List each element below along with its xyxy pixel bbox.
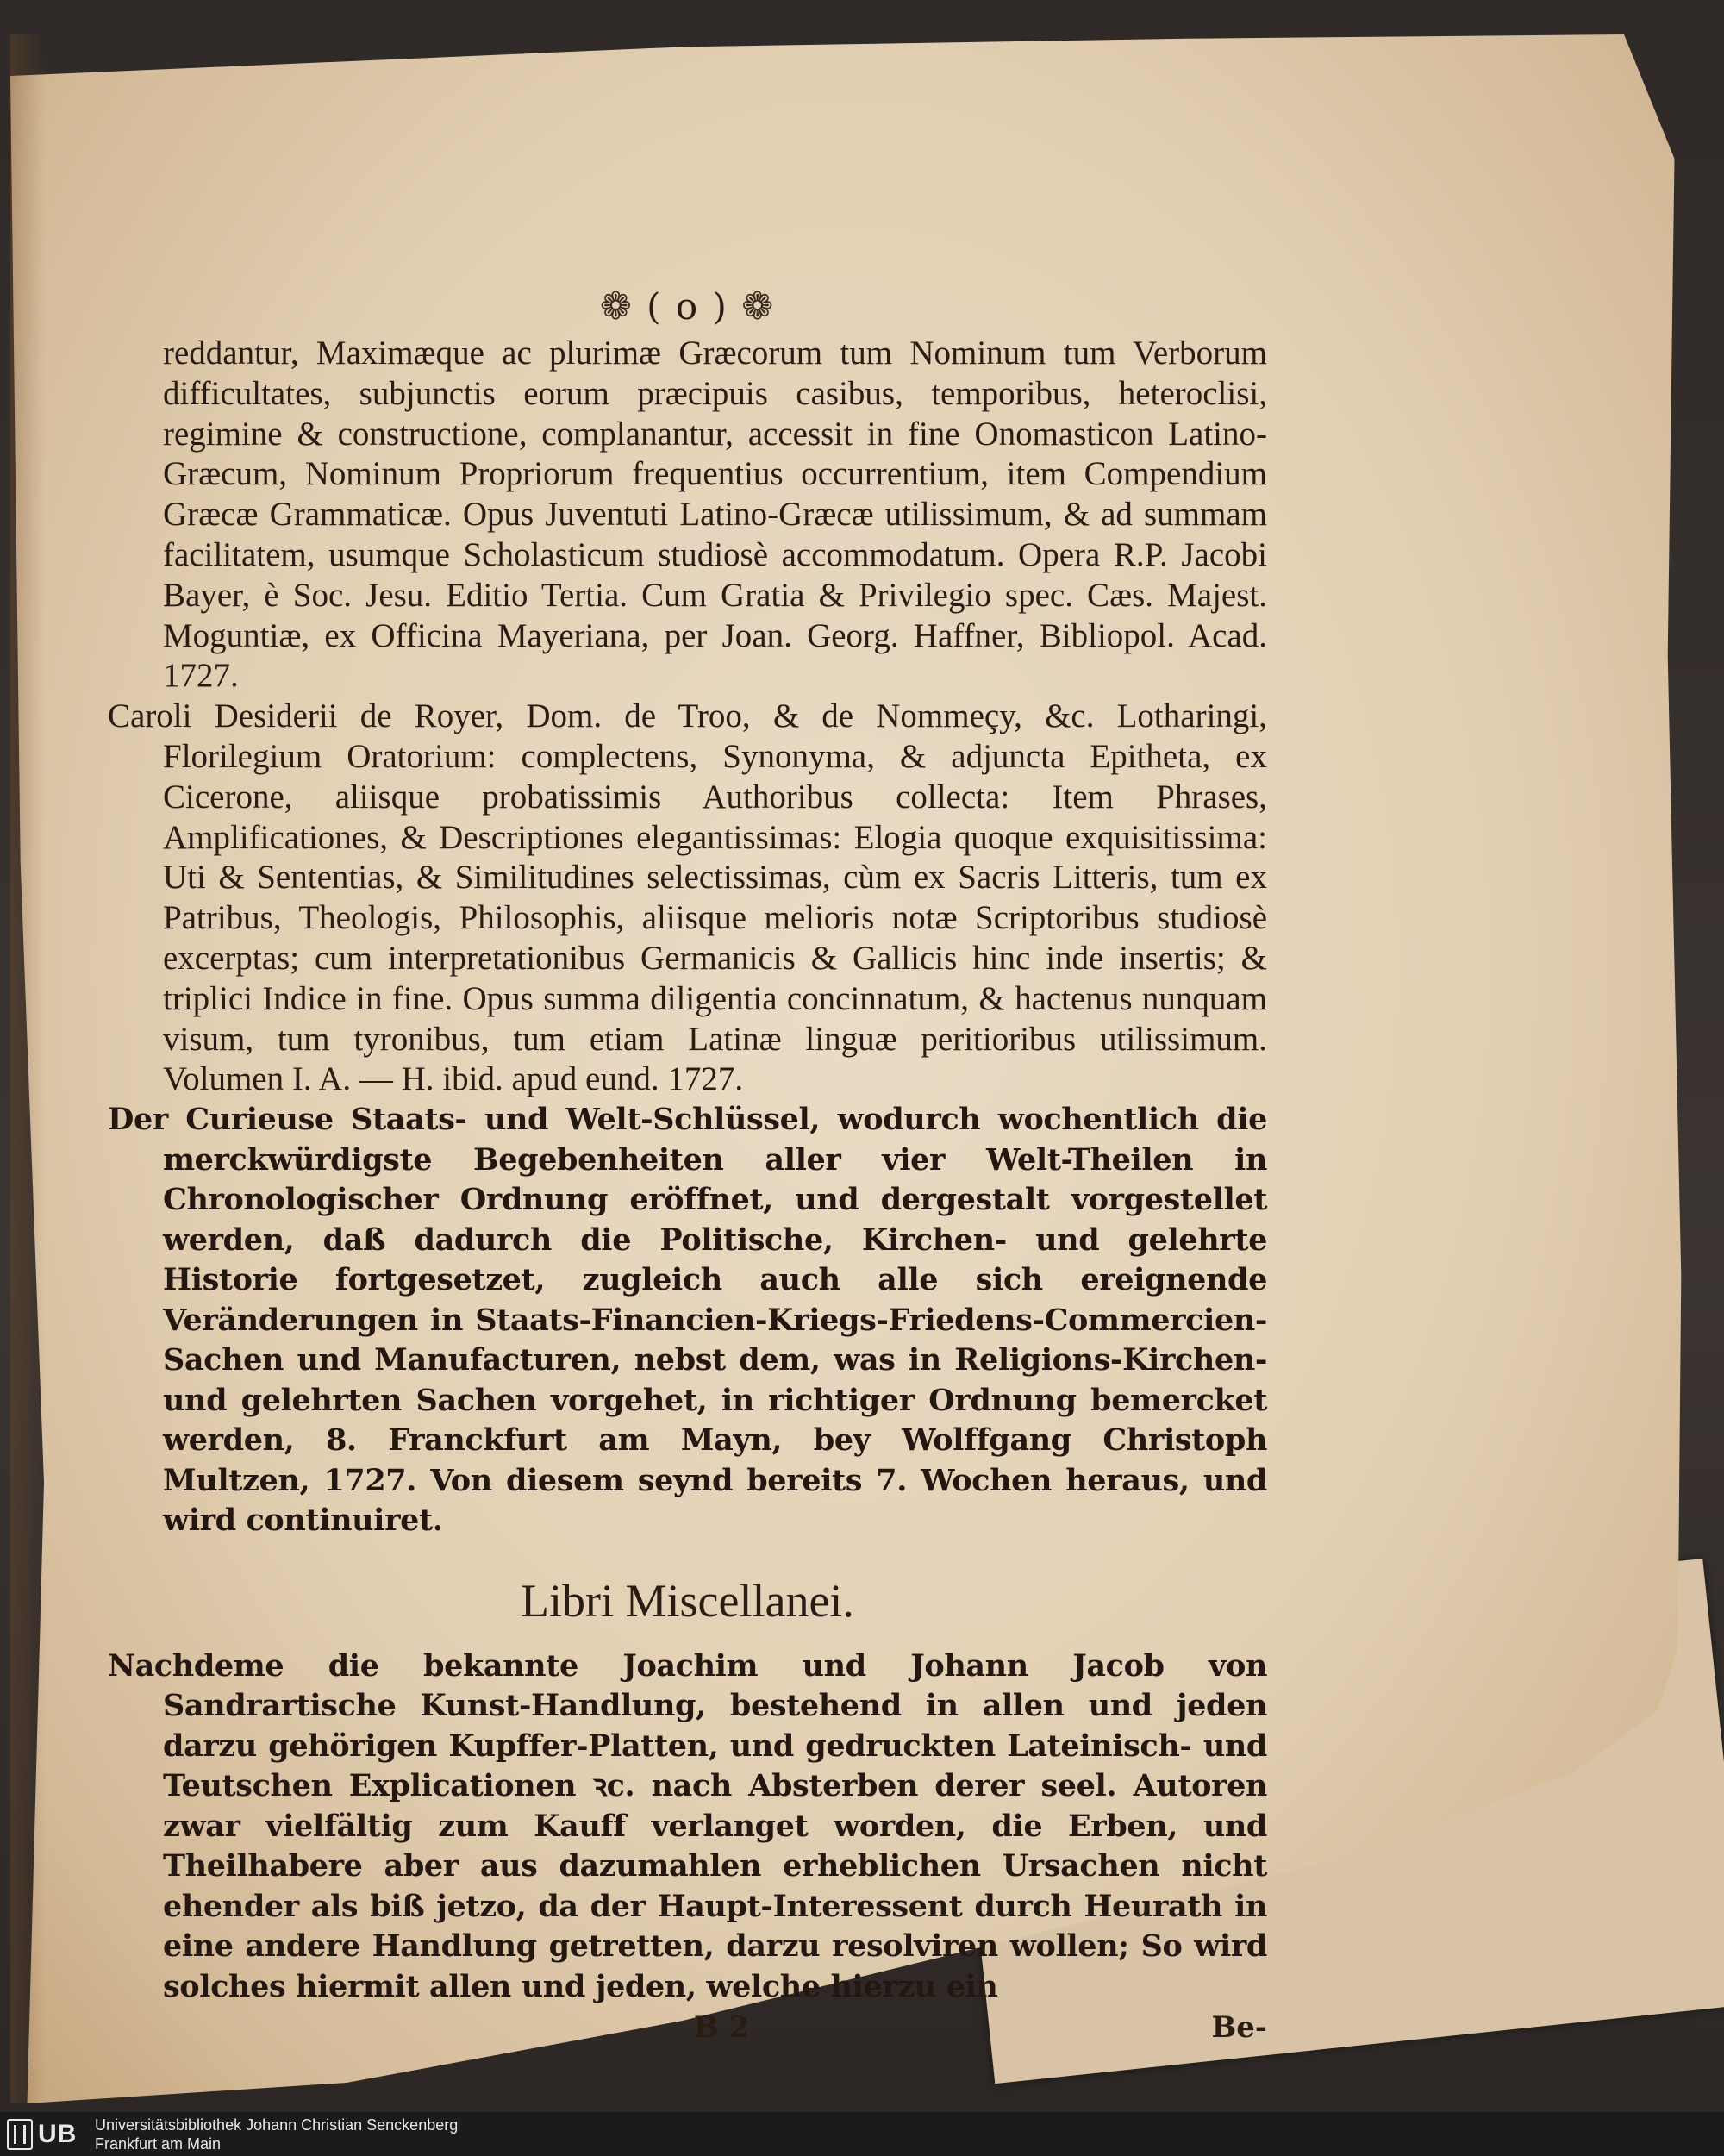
- catchword: Be-: [1211, 2010, 1267, 2046]
- royer-entry: Caroli Desiderii de Royer, Dom. de Troo, & de Nommeçy, &c. Lotharingi, Florilegium Oratorium: complectens, Synonyma, & adjuncta Epitheta, ex Cicerone, aliisque probatissimis Authoribus collecta: Item Phrases, Amplificationes, & Descriptiones elegantissimas: Elogia quoque exquisitissima: Uti & Sententias, & Similitudines selectissimas, cùm ex Sacris Litteris, tum ex Patribus, Theologis, Philosophis, aliisque melioris notæ Scriptoribus studiosè excerptas; cum interpretationibus Germanicis & Gallicis hinc inde insertis; & triplici Indice in fine. Opus summa diligentia concinnatum, & hactenus nunquam visum, tum tyronibus, tum etiam Latinæ linguæ peritioribus utilissimum. Volumen I. A. — H. ibid. apud eund. 1727.: [108, 697, 1267, 1098]
- page-number: ( o ): [646, 285, 728, 328]
- footer-line-1: Universitätsbibliothek Johann Christian Senckenberg: [95, 2116, 459, 2134]
- library-logo-text: UB: [38, 2120, 78, 2148]
- sandrart-entry: Nachdeme die bekannte Joachim und Johann Jacob von Sandrartische Kunst-Handlung, bestehend in allen und jeden darzu gehörigen Kupffer-Platten, und gedruckten Lateinisch- und Teutschen Explicationen ꝛc. nach Absterben derer seel. Autoren zwar vielfältig zum Kauff verlanget worden, die Erben, und Theilhabere aber aus dazumahlen erheblichen Ursachen nicht ehender als biß jetzo, da der Haupt-Interessent durch Heurath in eine andere Handlung getretten, darzu resolviren wollen; So wird solches hiermit allen und jeden, welche hierzu ein: [108, 1647, 1267, 2004]
- page-content: [108, 284, 1267, 2053]
- catchline: [108, 2010, 1267, 2053]
- library-footer: [0, 2112, 1724, 2156]
- bayer-entry: reddantur, Maximæque ac plurimæ Græcorum tum Nominum tum Verborum difficultates, subjunctis eorum præcipuis casibus, temporibus, heteroclisi, regimine & constructione, complanantur, accessit in fine Onomasticon Latino-Græcum, Nominum Propriorum frequentius occurrentium, item Compendium Græcæ Grammaticæ. Opus Juventuti Latino-Græcæ utilissimum, & ad summam facilitatem, usumque Scholasticum studiosè accommodatum. Opera R.P. Jacobi Bayer, è Soc. Jesu. Editio Tertia. Cum Gratia & Privilegio spec. Cæs. Majest. Moguntiæ, ex Officina Mayeriana, per Joan. Georg. Haffner, Bibliopol. Acad. 1727.: [163, 334, 1267, 695]
- ornament-left-icon: ❁: [599, 284, 634, 328]
- running-head: [108, 284, 1267, 328]
- staats-schluessel-entry: Der Curieuse Staats- und Welt-Schlüssel, wodurch wochentlich die merckwürdigste Begebenheiten aller vier Welt-Theilen in Chronologischer Ordnung eröffnet, und dergestalt vorgestellet werden, daß dadurch die Politische, Kirchen- und gelehrte Historie fortgesetzet, zugleich auch alle sich ereignende Veränderungen in Staats-Financien-Kriegs-Friedens-Commercien-Sachen und Manufacturen, nebst dem, was in Religions-Kirchen- und gelehrten Sachen vorgehet, in richtiger Ordnung bemercket werden, 8. Franckfurt am Mayn, bey Wolffgang Christoph Multzen, 1727. Von diesem seynd bereits 7. Wochen heraus, und wird continuiret.: [108, 1102, 1267, 1539]
- page-spine-shadow: [10, 34, 45, 2103]
- library-logo: [7, 2117, 84, 2152]
- footer-line-2: Frankfurt am Main: [95, 2135, 222, 2153]
- library-logo-icon: [7, 2119, 33, 2150]
- section-heading: Libri Miscellanei.: [521, 1574, 854, 1627]
- ornament-right-icon: ❁: [741, 284, 776, 328]
- signature-mark: B 2: [694, 2010, 750, 2046]
- footer-text: [95, 2115, 458, 2153]
